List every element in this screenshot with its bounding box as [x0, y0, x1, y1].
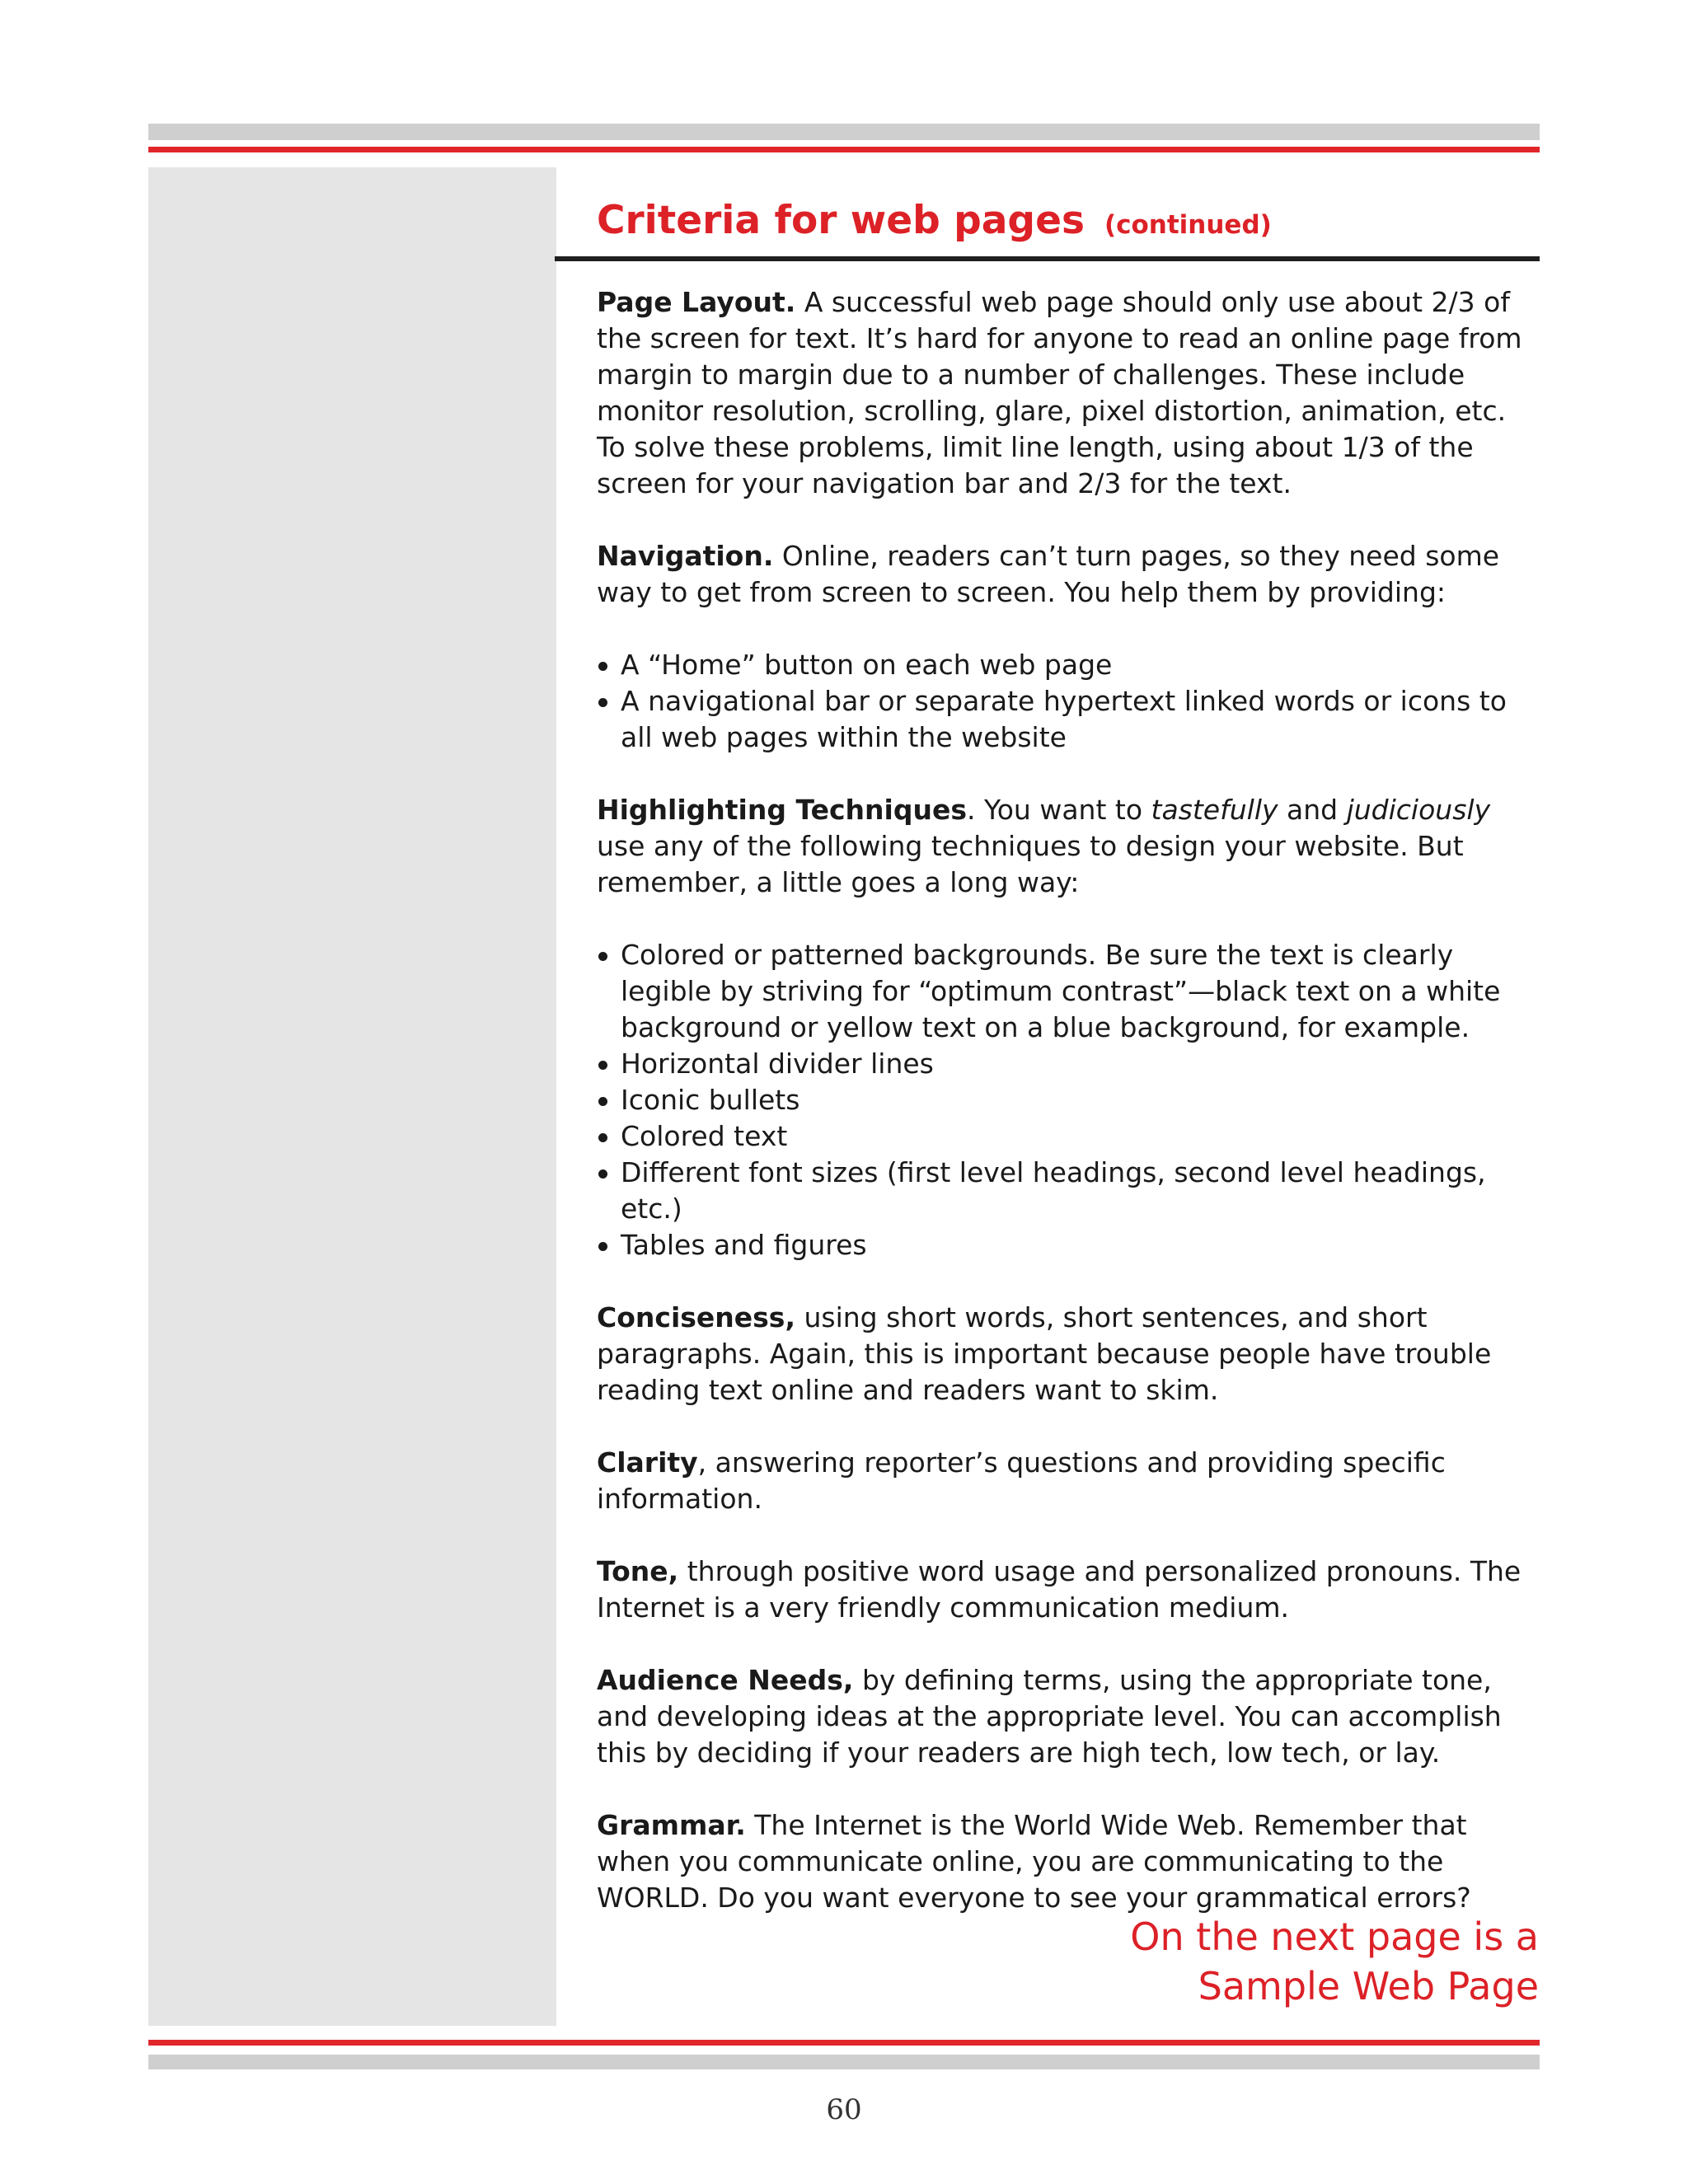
list-item: Iconic bullets: [597, 1082, 1543, 1118]
title-divider: [555, 256, 1540, 261]
main-content: [597, 284, 1543, 1952]
tone-paragraph: Tone, through positive word usage and personalized pronouns. The Internet is a very friendly communication medium.: [597, 1555, 1522, 1624]
clarity-label: Clarity: [597, 1446, 698, 1479]
list-item: Different font sizes (first level headings, second level headings, etc.): [597, 1155, 1543, 1227]
page-title-text: Criteria for web pages: [597, 198, 1085, 243]
list-item: A navigational bar or separate hypertext linked words or icons to all web pages within the website: [597, 683, 1543, 756]
sidebar-panel: [148, 167, 556, 2026]
top-red-rule: [148, 147, 1540, 152]
grammar-label: Grammar.: [597, 1809, 746, 1841]
page-title: [597, 188, 1272, 258]
next-page-callout: [1130, 1912, 1539, 2011]
list-item: Horizontal divider lines: [597, 1046, 1543, 1082]
bottom-red-rule: [148, 2040, 1540, 2046]
continued-label: (continued): [1104, 210, 1272, 240]
bottom-gray-band: [148, 2055, 1540, 2069]
conciseness-paragraph: Conciseness, using short words, short sentences, and short paragraphs. Again, this is important because people have trouble reading text online and readers want to skim.: [597, 1301, 1492, 1406]
next-page-line-2: Sample Web Page: [1198, 1964, 1539, 2008]
audience-label: Audience Needs,: [597, 1664, 854, 1696]
navigation-paragraph: Navigation. Online, readers can’t turn pages, so they need some way to get from screen to screen. You help them by providing:: [597, 540, 1500, 608]
conciseness-label: Conciseness,: [597, 1301, 795, 1333]
tone-label: Tone,: [597, 1555, 679, 1587]
highlighting-label: Highlighting Techniques: [597, 794, 967, 826]
page-number: 60: [826, 2093, 862, 2126]
navigation-label: Navigation.: [597, 540, 774, 572]
list-item: A “Home” button on each web page: [597, 647, 1543, 683]
list-item: Colored or patterned backgrounds. Be sure the text is clearly legible by striving for “optimum contrast”—black text on a white background or yellow text on a blue background, for example.: [597, 937, 1543, 1046]
clarity-paragraph: Clarity, answering reporter’s questions and providing specific information.: [597, 1446, 1446, 1515]
grammar-paragraph: Grammar. The Internet is the World Wide Web. Remember that when you communicate online, you are communicating to the WORLD. Do you want everyone to see your grammatical errors?: [597, 1809, 1471, 1914]
navigation-list: [597, 647, 1543, 756]
list-item: Colored text: [597, 1118, 1543, 1155]
audience-paragraph: Audience Needs, by defining terms, using the appropriate tone, and developing ideas at the appropriate level. You can accomplish this by deciding if your readers are high tech, low tech, or lay.: [597, 1664, 1502, 1769]
top-gray-band: [148, 124, 1540, 140]
highlighting-list: [597, 937, 1543, 1263]
next-page-line-1: On the next page is a: [1130, 1915, 1539, 1959]
page-layout-label: Page Layout.: [597, 286, 796, 318]
list-item: Tables and figures: [597, 1227, 1543, 1263]
highlighting-paragraph: Highlighting Techniques. You want to tastefully and judiciously use any of the following techniques to design your website. But remember, a little goes a long way:: [597, 794, 1491, 898]
page-layout-paragraph: Page Layout. A successful web page should only use about 2/3 of the screen for text. It’s hard for anyone to read an online page from margin to margin due to a number of challenges. These include monitor resolution, scrolling, glare, pixel distortion, animation, etc. To solve these problems, limit line length, using about 1/3 of the screen for your navigation bar and 2/3 for the text.: [597, 286, 1522, 499]
